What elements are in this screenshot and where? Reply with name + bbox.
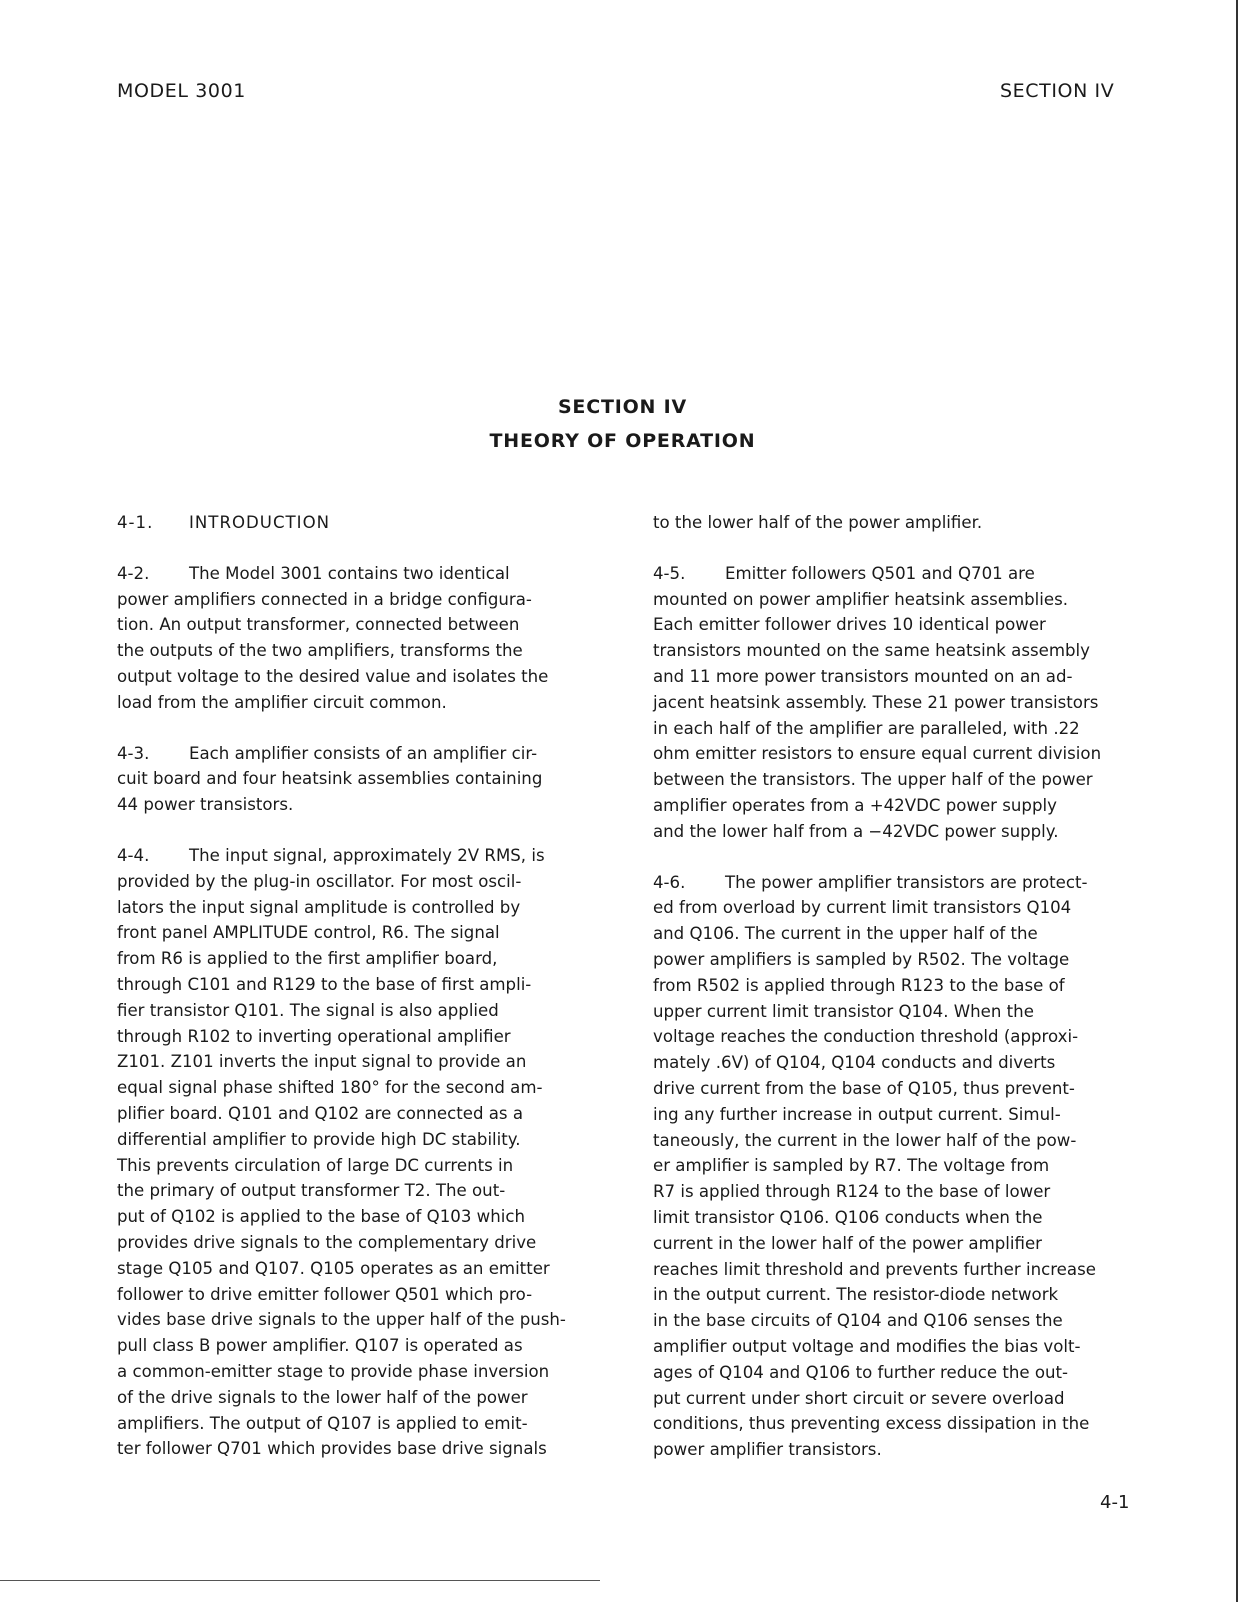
line-text: pull class B power amplifier. Q107 is operated as — [117, 1336, 523, 1356]
paragraph-line — [117, 1049, 607, 1075]
line-text: in each half of the amplifier are paralleled, with .22 — [653, 718, 1080, 738]
paragraph-number: 4-2. — [117, 563, 150, 583]
line-text: ing any further increase in output current. Simul- — [653, 1104, 1061, 1124]
line-text: stage Q105 and Q107. Q105 operates as an emitter — [117, 1258, 550, 1278]
paragraph-line — [653, 1386, 1158, 1412]
paragraph-line — [117, 1359, 607, 1385]
paragraph — [653, 561, 1158, 845]
paragraph — [117, 561, 607, 716]
line-text: front panel AMPLITUDE control, R6. The signal — [117, 923, 500, 943]
line-text: output voltage to the desired value and isolates the — [117, 666, 549, 686]
paragraph-line — [117, 561, 607, 587]
paragraph-line — [117, 612, 607, 638]
line-text: and Q106. The current in the upper half of the — [653, 924, 1038, 944]
line-text: Each amplifier consists of an amplifier cir- — [189, 743, 538, 763]
paragraph-line — [653, 1102, 1158, 1128]
paragraph-line — [653, 1308, 1158, 1334]
paragraph-number: 4-5. — [653, 563, 686, 583]
line-text: voltage reaches the conduction threshold (approxi- — [653, 1027, 1079, 1047]
heading-text: INTRODUCTION — [189, 513, 331, 532]
line-text: ter follower Q701 which provides base drive signals — [117, 1439, 547, 1459]
line-text: mounted on power amplifier heatsink assemblies. — [653, 589, 1068, 609]
line-text: amplifier operates from a +42VDC power supply — [653, 795, 1057, 815]
paragraph-line — [653, 587, 1158, 613]
paragraph-line — [117, 869, 607, 895]
paragraph-line — [653, 1411, 1158, 1437]
paragraph-line — [653, 1360, 1158, 1386]
paragraph-line — [117, 690, 607, 716]
paragraph-line — [117, 1385, 607, 1411]
paragraph-line — [653, 947, 1158, 973]
paragraph-line — [117, 1101, 607, 1127]
line-text: through R102 to inverting operational amplifier — [117, 1026, 511, 1046]
line-text: in the base circuits of Q104 and Q106 senses the — [653, 1311, 1063, 1331]
introduction-heading — [117, 510, 607, 536]
line-text: er amplifier is sampled by R7. The voltage from — [653, 1156, 1050, 1176]
paragraph-line — [653, 1024, 1158, 1050]
paragraph-number: 4-4. — [117, 845, 150, 865]
line-text: power amplifier transistors. — [653, 1440, 882, 1460]
line-text: upper current limit transistor Q104. When the — [653, 1001, 1034, 1021]
paragraph-line — [653, 1257, 1158, 1283]
paragraph-line — [653, 664, 1158, 690]
paragraph-line — [653, 716, 1158, 742]
paragraph-line — [117, 920, 607, 946]
paragraph-line — [117, 1024, 607, 1050]
line-text: vides base drive signals to the upper half of the push- — [117, 1310, 566, 1330]
paragraph-line — [117, 1282, 607, 1308]
line-text: Emitter followers Q501 and Q701 are — [725, 563, 1035, 583]
paragraph-line — [653, 819, 1158, 845]
line-text: provides drive signals to the complementary drive — [117, 1232, 537, 1252]
line-text: and the lower half from a −42VDC power supply. — [653, 821, 1059, 841]
paragraph-line — [653, 999, 1158, 1025]
line-text: The power amplifier transistors are protect- — [725, 872, 1088, 892]
paragraph-line — [653, 1153, 1158, 1179]
line-text: current in the lower half of the power amplifier — [653, 1233, 1043, 1253]
line-text: the primary of output transformer T2. The out- — [117, 1181, 506, 1201]
section-title — [0, 390, 1245, 458]
line-text: from R6 is applied to the first amplifier board, — [117, 949, 498, 969]
paragraph-line — [653, 793, 1158, 819]
paragraph-line — [117, 766, 607, 792]
line-text: a common-emitter stage to provide phase inversion — [117, 1361, 550, 1381]
paragraph-line — [653, 1205, 1158, 1231]
line-text: tion. An output transformer, connected between — [117, 615, 520, 635]
paragraph-line — [117, 843, 607, 869]
paragraph-line — [117, 1075, 607, 1101]
paragraph — [117, 741, 607, 818]
line-text: Z101. Z101 inverts the input signal to provide an — [117, 1052, 527, 1072]
paragraph-line — [117, 1333, 607, 1359]
paragraph-line — [117, 638, 607, 664]
paragraph-line — [653, 973, 1158, 999]
paragraph-line — [653, 870, 1158, 896]
line-text: Each emitter follower drives 10 identical power — [653, 615, 1046, 635]
line-text: between the transistors. The upper half of the power — [653, 770, 1093, 790]
left-column — [117, 510, 607, 1487]
line-text: from R502 is applied through R123 to the base of — [653, 975, 1065, 995]
line-text: The input signal, approximately 2V RMS, is — [189, 845, 545, 865]
section-name: THEORY OF OPERATION — [489, 430, 756, 452]
paragraph-line — [653, 1179, 1158, 1205]
paragraph-line — [653, 895, 1158, 921]
header-model: MODEL 3001 — [117, 80, 246, 102]
line-text: load from the amplifier circuit common. — [117, 692, 447, 712]
line-text: in the output current. The resistor-diode network — [653, 1285, 1059, 1305]
paragraph-line — [653, 1076, 1158, 1102]
paragraph-line — [653, 1050, 1158, 1076]
line-text: put of Q102 is applied to the base of Q103 which — [117, 1207, 525, 1227]
paragraph-line — [653, 767, 1158, 793]
line-text: fier transistor Q101. The signal is also applied — [117, 1000, 499, 1020]
line-text: 44 power transistors. — [117, 795, 294, 815]
line-text: equal signal phase shifted 180° for the second am- — [117, 1078, 543, 1098]
paragraph-line — [117, 998, 607, 1024]
paragraph-line — [653, 638, 1158, 664]
paragraph-line — [117, 972, 607, 998]
line-text: limit transistor Q106. Q106 conducts when the — [653, 1207, 1043, 1227]
line-text: and 11 more power transistors mounted on an ad- — [653, 666, 1073, 686]
paragraph-number: 4-3. — [117, 743, 150, 763]
paragraph-line — [653, 1231, 1158, 1257]
paragraph-line — [653, 690, 1158, 716]
paragraph-line — [117, 1153, 607, 1179]
paragraph-line — [117, 587, 607, 613]
paragraph-line — [117, 1127, 607, 1153]
paragraph-line — [117, 741, 607, 767]
page-edge-line — [1236, 0, 1238, 1602]
line-text: drive current from the base of Q105, thus prevent- — [653, 1078, 1075, 1098]
paragraph-line — [117, 1204, 607, 1230]
paragraph — [653, 870, 1158, 1463]
paragraph-line — [117, 1178, 607, 1204]
line-text: conditions, thus preventing excess dissipation in the — [653, 1414, 1090, 1434]
section-number: SECTION IV — [557, 396, 688, 418]
line-text: amplifier output voltage and modifies the bias volt- — [653, 1336, 1081, 1356]
paragraph-line — [653, 1437, 1158, 1463]
paragraph — [117, 843, 607, 1462]
paragraph-line — [117, 895, 607, 921]
line-text: transistors mounted on the same heatsink assembly — [653, 641, 1090, 661]
line-text: the outputs of the two amplifiers, transforms the — [117, 641, 523, 661]
line-text: differential amplifier to provide high DC stability. — [117, 1129, 521, 1149]
line-text: put current under short circuit or severe overload — [653, 1388, 1065, 1408]
paragraph-line — [117, 664, 607, 690]
line-text: jacent heatsink assembly. These 21 power transistors — [653, 692, 1099, 712]
paragraph-line — [117, 792, 607, 818]
paragraph-line — [653, 1128, 1158, 1154]
line-text: ed from overload by current limit transistors Q104 — [653, 898, 1072, 918]
line-text: power amplifiers connected in a bridge configura- — [117, 589, 532, 609]
line-text: plifier board. Q101 and Q102 are connected as a — [117, 1103, 524, 1123]
line-text: lators the input signal amplitude is controlled by — [117, 897, 521, 917]
line-text: of the drive signals to the lower half of the power — [117, 1387, 528, 1407]
line-text: reaches limit threshold and prevents further increase — [653, 1259, 1096, 1279]
line-text: ages of Q104 and Q106 to further reduce the out- — [653, 1362, 1069, 1382]
line-text: through C101 and R129 to the base of first ampli- — [117, 974, 532, 994]
paragraph-line — [117, 1256, 607, 1282]
paragraph-line — [117, 1230, 607, 1256]
paragraph-line — [653, 921, 1158, 947]
line-text: mately .6V) of Q104, Q104 conducts and diverts — [653, 1053, 1056, 1073]
line-text: follower to drive emitter follower Q501 which pro- — [117, 1284, 533, 1304]
bottom-rule — [0, 1580, 600, 1581]
paragraph-line — [653, 612, 1158, 638]
paragraph-line — [653, 1334, 1158, 1360]
page-number: 4-1 — [1100, 1492, 1130, 1513]
line-text: cuit board and four heatsink assemblies containing — [117, 769, 543, 789]
line-text: ohm emitter resistors to ensure equal current division — [653, 744, 1102, 764]
header-section: SECTION IV — [1000, 80, 1115, 102]
paragraph-line — [117, 946, 607, 972]
line-text: provided by the plug-in oscillator. For most oscil- — [117, 871, 522, 891]
continuation-text: to the lower half of the power amplifier. — [653, 513, 983, 532]
heading-number: 4-1. — [117, 513, 154, 532]
paragraph-line — [117, 1436, 607, 1462]
line-text: R7 is applied through R124 to the base of lower — [653, 1182, 1051, 1202]
line-text: power amplifiers is sampled by R502. The voltage — [653, 949, 1070, 969]
line-text: amplifiers. The output of Q107 is applied to emit- — [117, 1413, 528, 1433]
paragraph-line — [653, 741, 1158, 767]
right-column — [653, 510, 1158, 1488]
paragraph-line — [653, 561, 1158, 587]
line-text: This prevents circulation of large DC currents in — [117, 1155, 514, 1175]
paragraph-line — [117, 1411, 607, 1437]
paragraph-line — [653, 1282, 1158, 1308]
line-text: taneously, the current in the lower half of the pow- — [653, 1130, 1077, 1150]
paragraph-line — [117, 1307, 607, 1333]
paragraph-number: 4-6. — [653, 872, 686, 892]
line-text: The Model 3001 contains two identical — [189, 563, 510, 583]
